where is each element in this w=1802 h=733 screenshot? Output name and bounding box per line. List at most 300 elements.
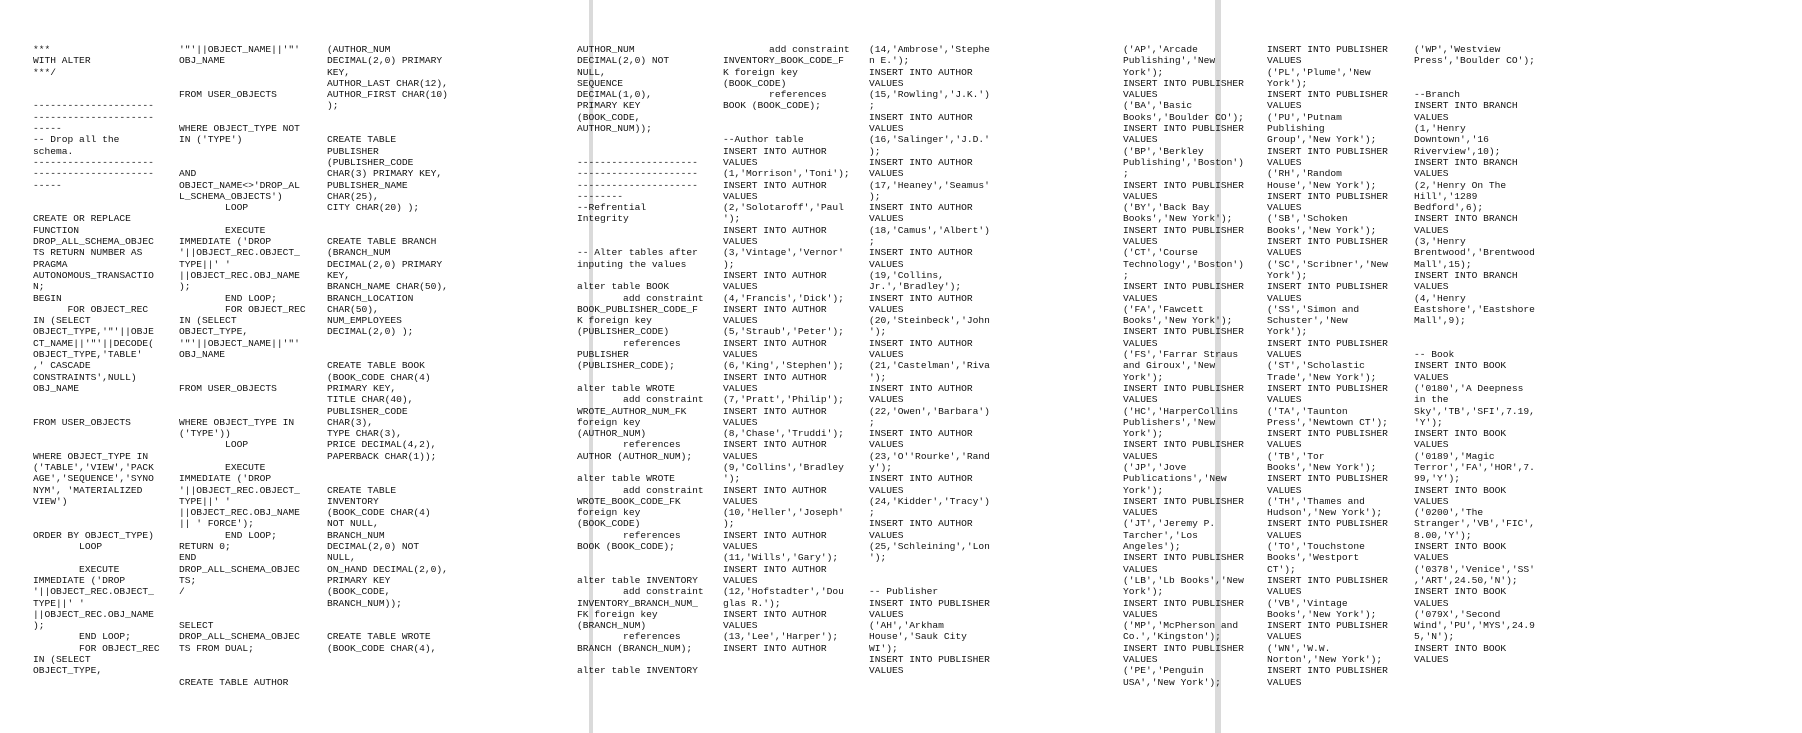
text-line: DECIMAL(2,0) NOT bbox=[577, 55, 670, 67]
text-line: EXECUTE bbox=[33, 563, 120, 575]
text-line: VALUES bbox=[1123, 292, 1158, 304]
text-line: --------------------- bbox=[577, 156, 698, 168]
text-line: glas R.'); bbox=[723, 597, 781, 609]
text-line: VALUES bbox=[723, 156, 758, 168]
text-line: AUTHOR (AUTHOR_NUM); bbox=[577, 450, 693, 462]
text-line: add constraint bbox=[577, 292, 704, 304]
text-line: ORDER BY OBJECT_TYPE) bbox=[33, 529, 154, 541]
text-line: INSERT INTO BOOK bbox=[1414, 360, 1507, 372]
text-line: Integrity bbox=[577, 213, 629, 225]
text-line: NULL, bbox=[577, 66, 606, 78]
text-line bbox=[577, 236, 717, 247]
text-line: Co.','Kingston'); bbox=[1123, 631, 1221, 643]
text-line: INSERT INTO PUBLISHER bbox=[1123, 597, 1244, 609]
text-line: ; bbox=[1123, 168, 1129, 180]
text-line bbox=[179, 372, 321, 383]
text-line: York'); bbox=[1267, 77, 1308, 89]
text-line: VALUES bbox=[723, 315, 758, 327]
text-line: DECIMAL(2,0) NOT bbox=[327, 541, 420, 553]
text-line: ('ST','Scholastic bbox=[1267, 360, 1365, 372]
text-line: BRANCH_NUM)); bbox=[327, 597, 402, 609]
text-line: OBJ_NAME bbox=[179, 349, 226, 361]
text-line: ); bbox=[869, 190, 881, 202]
text-line bbox=[33, 202, 173, 213]
text-line: TS; bbox=[179, 574, 197, 586]
text-line bbox=[869, 564, 1009, 575]
text-line: ||OBJECT_REC.OBJ_NAME bbox=[179, 269, 300, 281]
text-line: INSERT INTO PUBLISHER bbox=[1123, 281, 1244, 293]
text-line: PUBLISHER_NAME bbox=[327, 179, 408, 191]
text-line: York'); bbox=[1267, 269, 1308, 281]
text-line: ('TA','Taunton bbox=[1267, 405, 1348, 417]
text-line bbox=[33, 518, 173, 529]
text-line bbox=[327, 213, 467, 224]
text-line: VALUES bbox=[1414, 439, 1449, 451]
text-line: INSERT INTO AUTHOR bbox=[869, 428, 973, 440]
text-line: Books','New York'); bbox=[1267, 461, 1377, 473]
text-line: Terror','FA','HOR',7. bbox=[1414, 461, 1535, 473]
text-line: VALUES bbox=[1414, 495, 1449, 507]
text-line bbox=[33, 439, 173, 450]
text-line: York'); bbox=[1123, 66, 1164, 78]
text-line: BRANCH (BRANCH_NUM); bbox=[577, 642, 693, 654]
text-line: VALUES bbox=[723, 620, 758, 632]
text-line: Schuster','New bbox=[1267, 315, 1348, 327]
text-line: VALUES bbox=[723, 236, 758, 248]
text-line: VALUES bbox=[1267, 676, 1302, 688]
text-line: ('0180','A Deepness bbox=[1414, 382, 1524, 394]
text-line: INSERT INTO PUBLISHER bbox=[1267, 44, 1388, 55]
text-line: '||OBJECT_REC.OBJECT_ bbox=[179, 247, 300, 259]
text-line: INSERT INTO AUTHOR bbox=[723, 484, 827, 496]
text-line: (20,'Steinbeck','John bbox=[869, 315, 990, 327]
text-line: (BOOK_CODE CHAR(4) bbox=[327, 371, 431, 383]
text-column bbox=[577, 44, 717, 724]
text-line: INSERT INTO PUBLISHER bbox=[1267, 89, 1388, 101]
text-line: *** bbox=[33, 44, 51, 55]
text-line: CHAR(50), bbox=[327, 303, 379, 315]
text-line: House','New York'); bbox=[1267, 179, 1377, 191]
text-line: CONSTRAINTS',NULL) bbox=[33, 371, 137, 383]
text-line: schema. bbox=[33, 145, 74, 157]
text-line: INVENTORY_BOOK_CODE_F bbox=[723, 55, 844, 67]
document-page-2 bbox=[577, 0, 1215, 733]
document-page-1 bbox=[0, 0, 589, 733]
text-line: (2,'Solotaroff','Paul bbox=[723, 202, 844, 214]
text-line: VALUES bbox=[869, 665, 904, 677]
text-line: Publishers','New bbox=[1123, 416, 1216, 428]
text-line: (25,'Schleining','Lon bbox=[869, 541, 990, 553]
text-line: CREATE TABLE BRANCH bbox=[327, 236, 437, 248]
text-line: INSERT INTO BRANCH bbox=[1414, 156, 1518, 168]
text-line: INSERT INTO AUTHOR bbox=[869, 337, 973, 349]
text-line: ('WP','Westview bbox=[1414, 44, 1501, 55]
text-line: IN ('TYPE') bbox=[179, 134, 243, 146]
text-line: TYPE||' ' bbox=[179, 495, 231, 507]
text-line: BEGIN bbox=[33, 292, 62, 304]
text-line: ('AH','Arkham bbox=[869, 620, 944, 632]
text-line: FUNCTION bbox=[33, 224, 80, 236]
text-column bbox=[1267, 44, 1409, 724]
text-line: in the bbox=[1414, 394, 1449, 406]
text-line: Books','Westport bbox=[1267, 552, 1360, 564]
text-line: VALUES bbox=[723, 382, 758, 394]
text-line bbox=[723, 123, 865, 134]
text-line: Books','New York'); bbox=[1267, 608, 1377, 620]
text-line bbox=[577, 462, 717, 473]
text-line: VALUES bbox=[723, 574, 758, 586]
text-line: (22,'Owen','Barbara') bbox=[869, 405, 990, 417]
text-line: Press','Newtown CT'); bbox=[1267, 416, 1388, 428]
text-line: '); bbox=[723, 473, 741, 485]
text-line bbox=[33, 406, 173, 417]
text-line: (1,'Henry bbox=[1414, 123, 1466, 135]
text-line: CREATE TABLE BOOK bbox=[327, 360, 425, 372]
text-line: INSERT INTO PUBLISHER bbox=[1123, 439, 1244, 451]
text-line: CT'); bbox=[1267, 563, 1296, 575]
text-line: Sky','TB','SFI',7.19, bbox=[1414, 405, 1535, 417]
text-line bbox=[327, 225, 467, 236]
text-line: INVENTORY bbox=[327, 495, 379, 507]
text-line: Angeles'); bbox=[1123, 541, 1181, 553]
text-line bbox=[179, 146, 321, 157]
text-line: alter table INVENTORY bbox=[577, 665, 698, 677]
text-line: INSERT INTO BRANCH bbox=[1414, 100, 1518, 112]
text-line: ('VB','Vintage bbox=[1267, 597, 1348, 609]
text-line: INSERT INTO PUBLISHER bbox=[1123, 179, 1244, 191]
text-line: Mall',15); bbox=[1414, 258, 1472, 270]
text-line: BOOK (BOOK_CODE); bbox=[577, 541, 675, 553]
text-line: LOOP bbox=[33, 541, 103, 553]
text-line bbox=[33, 428, 173, 439]
text-line: ON_HAND DECIMAL(2,0), bbox=[327, 563, 448, 575]
text-line: INSERT INTO AUTHOR bbox=[723, 224, 827, 236]
text-line: INSERT INTO AUTHOR bbox=[723, 145, 827, 157]
text-line bbox=[577, 270, 717, 281]
text-line: ('RH','Random bbox=[1267, 168, 1342, 180]
text-line: --Branch bbox=[1414, 89, 1461, 101]
text-line bbox=[179, 360, 321, 371]
text-line: OBJ_NAME bbox=[179, 55, 226, 67]
text-line: INSERT INTO PUBLISHER bbox=[1267, 473, 1388, 485]
text-line: -- Book bbox=[1414, 349, 1455, 361]
text-line: IN (SELECT bbox=[33, 654, 91, 666]
text-line: INSERT INTO AUTHOR bbox=[869, 473, 973, 485]
text-line: DROP_ALL_SCHEMA_OBJEC bbox=[179, 563, 300, 575]
text-line: Publishing','New bbox=[1123, 55, 1216, 67]
text-line: foreign key bbox=[577, 416, 641, 428]
text-line: ('FS','Farrar Straus bbox=[1123, 349, 1239, 361]
text-line: LOOP bbox=[179, 202, 249, 214]
text-line: IMMEDIATE ('DROP bbox=[179, 473, 272, 485]
text-line: Group','New York'); bbox=[1267, 134, 1377, 146]
text-line: INSERT INTO BRANCH bbox=[1414, 213, 1518, 225]
text-line: FROM USER_OBJECTS bbox=[179, 89, 277, 101]
text-line: (4,'Henry bbox=[1414, 292, 1466, 304]
text-line bbox=[179, 112, 321, 123]
text-line: VALUES bbox=[1123, 236, 1158, 248]
text-line: (24,'Kidder','Tracy') bbox=[869, 495, 990, 507]
text-line: TITLE CHAR(40), bbox=[327, 394, 414, 406]
text-line: VALUES bbox=[1267, 394, 1302, 406]
text-line: PRIMARY KEY bbox=[327, 574, 391, 586]
text-line: VALUES bbox=[723, 190, 758, 202]
text-line: (7,'Pratt','Philip'); bbox=[723, 394, 844, 406]
text-line: Stranger','VB','FIC', bbox=[1414, 518, 1535, 530]
text-line: INSERT INTO AUTHOR bbox=[869, 66, 973, 78]
text-line: L_SCHEMA_OBJECTS') bbox=[179, 190, 283, 202]
text-line: VALUES bbox=[869, 529, 904, 541]
text-line: INSERT INTO AUTHOR bbox=[869, 382, 973, 394]
text-line: VALUES bbox=[869, 168, 904, 180]
text-line: ||OBJECT_REC.OBJ_NAME bbox=[33, 608, 154, 620]
text-line: ); bbox=[33, 620, 45, 632]
text-line: RETURN 0; bbox=[179, 541, 231, 553]
text-line: INSERT INTO AUTHOR bbox=[869, 156, 973, 168]
text-line: INSERT INTO PUBLISHER bbox=[1267, 382, 1388, 394]
text-line: ); bbox=[179, 281, 191, 293]
text-line: (3,'Henry bbox=[1414, 236, 1466, 248]
text-line: '); bbox=[723, 213, 741, 225]
text-line: ('SC','Scribner','New bbox=[1267, 258, 1388, 270]
text-line: alter table INVENTORY bbox=[577, 574, 698, 586]
text-line: CHAR(3), bbox=[327, 416, 374, 428]
text-line bbox=[327, 609, 467, 620]
text-line: CREATE OR REPLACE bbox=[33, 213, 131, 225]
text-line bbox=[179, 78, 321, 89]
text-line: (16,'Salinger','J.D.' bbox=[869, 134, 990, 146]
text-line: (BRANCH_NUM) bbox=[577, 620, 647, 632]
text-line: CITY CHAR(20) ); bbox=[327, 202, 420, 214]
text-line: Riverview',10); bbox=[1414, 145, 1501, 157]
text-line: VALUES bbox=[1267, 439, 1302, 451]
text-line: ('JP','Jove bbox=[1123, 461, 1187, 473]
text-line bbox=[327, 620, 467, 631]
text-line: VALUES bbox=[1267, 484, 1302, 496]
text-line: PRIMARY KEY, bbox=[327, 382, 397, 394]
text-line: VALUES bbox=[869, 213, 904, 225]
text-line: (1,'Morrison','Toni'); bbox=[723, 168, 850, 180]
text-line: INSERT INTO AUTHOR bbox=[869, 518, 973, 530]
text-line: ('PE','Penguin bbox=[1123, 665, 1204, 677]
text-line: EXECUTE bbox=[179, 461, 266, 473]
text-line bbox=[179, 609, 321, 620]
text-line: FOR OBJECT_REC bbox=[33, 642, 160, 654]
text-line bbox=[179, 654, 321, 665]
text-line: VALUES bbox=[1414, 371, 1449, 383]
text-line bbox=[179, 157, 321, 168]
text-line: VALUES bbox=[1414, 552, 1449, 564]
text-line: VIEW') bbox=[33, 495, 68, 507]
text-line: INSERT INTO AUTHOR bbox=[723, 269, 827, 281]
text-line: INSERT INTO PUBLISHER bbox=[1267, 518, 1388, 530]
text-line: / bbox=[179, 586, 185, 598]
text-line: alter table BOOK bbox=[577, 281, 670, 293]
text-line: alter table WROTE bbox=[577, 382, 675, 394]
text-line: Hill','1289 bbox=[1414, 190, 1478, 202]
text-line: --Refrential bbox=[577, 202, 647, 214]
text-line: AGE','SEQUENCE','SYNO bbox=[33, 473, 154, 485]
text-line: '"'||OBJECT_NAME||'"' bbox=[179, 337, 300, 349]
text-line: add constraint bbox=[577, 586, 704, 598]
text-line: VALUES bbox=[869, 439, 904, 451]
text-line: INSERT INTO BRANCH bbox=[1414, 269, 1518, 281]
text-line: FOR OBJECT_REC bbox=[179, 303, 306, 315]
text-line: ; bbox=[869, 416, 875, 428]
text-line: ; bbox=[869, 236, 875, 248]
text-line: INSERT INTO PUBLISHER bbox=[1267, 190, 1388, 202]
text-line: ('BY','Back Bay bbox=[1123, 202, 1210, 214]
text-line bbox=[179, 451, 321, 462]
text-line: ('TB','Tor bbox=[1267, 450, 1325, 462]
text-line: INSERT INTO PUBLISHER bbox=[1267, 281, 1388, 293]
text-line: (6,'King','Stephen'); bbox=[723, 360, 844, 372]
text-line: (14,'Ambrose','Stephe bbox=[869, 44, 990, 55]
text-line: FROM USER_OBJECTS bbox=[179, 382, 277, 394]
text-line bbox=[869, 575, 1009, 586]
text-line: VALUES bbox=[1123, 654, 1158, 666]
text-line: VALUES bbox=[869, 303, 904, 315]
text-line bbox=[179, 394, 321, 405]
text-line: --------------------- bbox=[33, 111, 154, 123]
text-line: KEY, bbox=[327, 66, 351, 78]
text-column bbox=[33, 44, 173, 724]
text-line: (BOOK_CODE, bbox=[577, 111, 641, 123]
text-column bbox=[723, 44, 865, 724]
text-line: INSERT INTO AUTHOR bbox=[869, 202, 973, 214]
text-line: ; bbox=[869, 507, 875, 519]
text-line: (AUTHOR_NUM) bbox=[577, 428, 647, 440]
text-line: references bbox=[577, 337, 681, 349]
text-line: ||OBJECT_REC.OBJ_NAME bbox=[179, 507, 300, 519]
text-line: ('BA','Basic bbox=[1123, 100, 1193, 112]
text-line: VALUES bbox=[1267, 349, 1302, 361]
text-line bbox=[1414, 67, 1554, 78]
text-line: WHERE OBJECT_TYPE IN bbox=[179, 416, 295, 428]
text-line: TS RETURN NUMBER AS bbox=[33, 247, 143, 259]
text-line: FROM USER_OBJECTS bbox=[33, 416, 131, 428]
text-line: ***/ bbox=[33, 66, 57, 78]
text-line: (BOOK_CODE) bbox=[723, 77, 787, 89]
text-line: CHAR(25), bbox=[327, 190, 379, 202]
text-line: AUTHOR_LAST CHAR(12), bbox=[327, 77, 448, 89]
text-line: CREATE TABLE bbox=[327, 134, 397, 146]
text-line: Publishing bbox=[1267, 123, 1325, 135]
text-line bbox=[179, 67, 321, 78]
text-line: ('TH','Thames and bbox=[1267, 495, 1365, 507]
text-line: INSERT INTO PUBLISHER bbox=[869, 654, 990, 666]
text-column bbox=[1414, 44, 1554, 724]
text-line: ,'ART',24.50,'N'); bbox=[1414, 574, 1518, 586]
text-line: INSERT INTO AUTHOR bbox=[723, 563, 827, 575]
text-line: (PUBLISHER_CODE) bbox=[577, 326, 670, 338]
text-line: Books','New York'); bbox=[1123, 315, 1233, 327]
text-line: (21,'Castelman','Riva bbox=[869, 360, 990, 372]
text-line: INSERT INTO BOOK bbox=[1414, 541, 1507, 553]
text-line: (PUBLISHER_CODE); bbox=[577, 360, 675, 372]
text-line bbox=[179, 213, 321, 224]
text-line: IN (SELECT bbox=[33, 315, 91, 327]
text-line: ('JT','Jeremy P. bbox=[1123, 518, 1216, 530]
text-line: INSERT INTO AUTHOR bbox=[723, 371, 827, 383]
text-line: AUTHOR_NUM)); bbox=[577, 123, 652, 135]
text-line bbox=[577, 146, 717, 157]
text-line: TYPE||' ' bbox=[179, 258, 231, 270]
text-line: (BOOK_CODE) bbox=[577, 518, 641, 530]
text-line: INSERT INTO PUBLISHER bbox=[1123, 495, 1244, 507]
text-line: VALUES bbox=[1414, 654, 1449, 666]
text-line: KEY, bbox=[327, 269, 351, 281]
text-line: (11,'Wills','Gary'); bbox=[723, 552, 839, 564]
text-line: add constraint bbox=[723, 44, 850, 55]
text-line: y'); bbox=[869, 461, 893, 473]
text-line: ); bbox=[723, 258, 735, 270]
text-line: VALUES bbox=[723, 416, 758, 428]
text-line: Books','New York'); bbox=[1267, 224, 1377, 236]
text-line: INSERT INTO PUBLISHER bbox=[1123, 642, 1244, 654]
text-line: ('HC','HarperCollins bbox=[1123, 405, 1239, 417]
text-line: CHAR(3) PRIMARY KEY, bbox=[327, 168, 443, 180]
text-line: (9,'Collins','Bradley bbox=[723, 461, 844, 473]
text-line: VALUES bbox=[723, 450, 758, 462]
text-line: VALUES bbox=[1267, 529, 1302, 541]
text-line: WHERE OBJECT_TYPE NOT bbox=[179, 123, 300, 135]
text-line bbox=[577, 654, 717, 665]
text-line: INSERT INTO AUTHOR bbox=[723, 405, 827, 417]
text-line: BOOK (BOOK_CODE); bbox=[723, 100, 821, 112]
text-line: INSERT INTO AUTHOR bbox=[869, 111, 973, 123]
text-line: York'); bbox=[1123, 586, 1164, 598]
text-line: END LOOP; bbox=[179, 529, 277, 541]
text-line: ; bbox=[869, 100, 875, 112]
text-line: INSERT INTO PUBLISHER bbox=[1123, 77, 1244, 89]
text-line: VALUES bbox=[869, 258, 904, 270]
text-line: INSERT INTO AUTHOR bbox=[723, 179, 827, 191]
text-line: VALUES bbox=[1267, 156, 1302, 168]
text-line: ----- bbox=[33, 123, 62, 135]
text-line: (19,'Collins, bbox=[869, 269, 944, 281]
text-line: -- Drop all the bbox=[33, 134, 120, 146]
text-line: ('SS','Simon and bbox=[1267, 303, 1360, 315]
text-line bbox=[577, 225, 717, 236]
text-line: INSERT INTO AUTHOR bbox=[723, 337, 827, 349]
text-line: Jr.','Bradley'); bbox=[869, 281, 962, 293]
text-line: -- Publisher bbox=[869, 586, 939, 598]
text-line: VALUES bbox=[1123, 608, 1158, 620]
text-line: VALUES bbox=[1123, 134, 1158, 146]
text-line bbox=[327, 462, 467, 473]
text-line: (18,'Camus','Albert') bbox=[869, 224, 990, 236]
text-line: (10,'Heller','Joseph' bbox=[723, 507, 844, 519]
text-line bbox=[33, 78, 173, 89]
text-line: VALUES bbox=[869, 77, 904, 89]
text-line bbox=[723, 112, 865, 123]
text-line: alter table WROTE bbox=[577, 473, 675, 485]
text-line: --Author table bbox=[723, 134, 804, 146]
text-line: VALUES bbox=[1414, 597, 1449, 609]
text-line: INSERT INTO PUBLISHER bbox=[1123, 552, 1244, 564]
text-line bbox=[327, 473, 467, 484]
text-line bbox=[1414, 338, 1554, 349]
text-line: (BRANCH_NUM bbox=[327, 247, 391, 259]
text-line: inputing the values bbox=[577, 258, 687, 270]
text-line: Hudson','New York'); bbox=[1267, 507, 1383, 519]
text-line: 99,'Y'); bbox=[1414, 473, 1461, 485]
text-line: DROP_ALL_SCHEMA_OBJEC bbox=[33, 236, 154, 248]
text-line: York'); bbox=[1123, 484, 1164, 496]
text-line: OBJECT_TYPE, bbox=[33, 665, 103, 677]
text-line: add constraint bbox=[577, 394, 704, 406]
